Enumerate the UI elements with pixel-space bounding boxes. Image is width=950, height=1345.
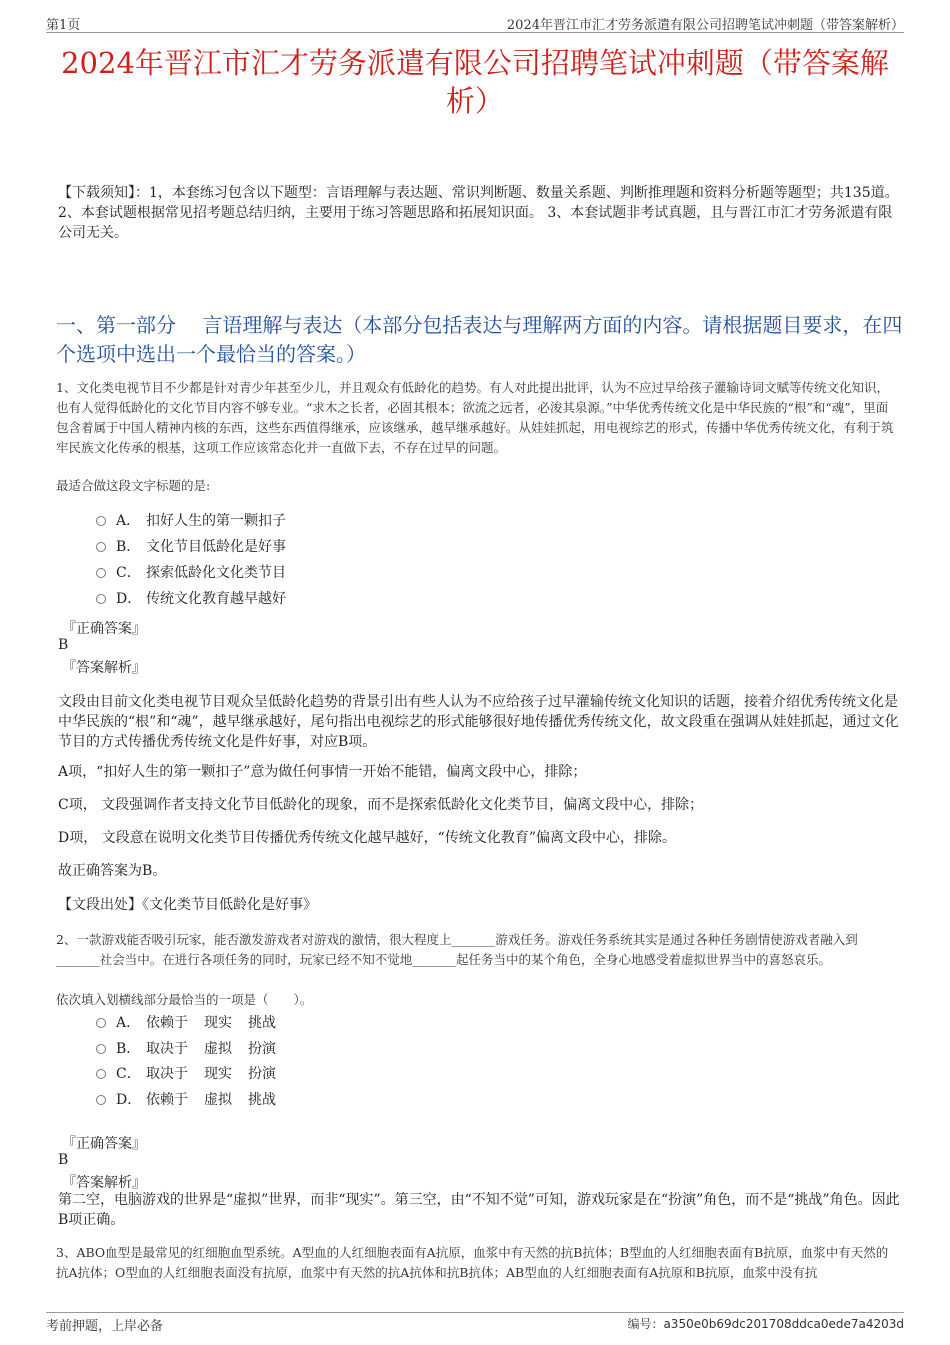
q2-option-c[interactable]: C． 取决于 现实 扮演 xyxy=(96,1064,276,1084)
page-footer xyxy=(46,1312,904,1333)
radio-icon[interactable] xyxy=(96,542,106,552)
question-2-prompt: 依次填入划横线部分最恰当的一项是（ ）。 xyxy=(56,992,313,1007)
q2-analysis: 第二空，电脑游戏的世界是“虚拟”世界，而非“现实”。第三空，由“不知不觉”可知，游戏玩家是在“扮演”角色，而不是“挑战”角色。因此B项正确。 xyxy=(58,1192,900,1228)
radio-icon[interactable] xyxy=(96,1018,106,1028)
q1-analysis-a: A项，“扣好人生的第一颗扣子”意为做任何事情一开始不能错，偏离文段中心，排除； xyxy=(58,764,587,780)
q1-option-d[interactable]: D． 传统文化教育越早越好 xyxy=(96,589,286,609)
section-heading: 一、第一部分 言语理解与表达（本部分包括表达与理解两方面的内容。请根据题目要求，在四个选项中选出一个最恰当的答案。） xyxy=(56,313,903,366)
q2-option-b[interactable]: B． 取决于 虚拟 扮演 xyxy=(96,1039,276,1059)
q2-answer-label: 『正确答案』 xyxy=(62,1136,146,1152)
q1-option-b[interactable]: B． 文化节目低龄化是好事 xyxy=(96,537,286,557)
footer-code: 编号：a350e0b69dc201708ddca0ede7a4203d xyxy=(627,1317,904,1331)
radio-icon[interactable] xyxy=(96,1069,106,1079)
question-2-stem: 2、一款游戏能否吸引玩家，能否激发游戏者对游戏的激情，很大程度上_______游戏任务。游戏任务系统其实是通过各种任务剧情使游戏者融入到_______社会当中。在进行各项任务的同时，玩家已经不知不觉地_______起任务当中的某个角色，全身心地感受着虚拟世界当中的喜怒哀乐。 xyxy=(56,932,858,967)
q1-option-a[interactable]: A． 扣好人生的第一颗扣子 xyxy=(96,511,286,531)
question-1-stem: 1、文化类电视节目不少都是针对青少年甚至少儿，并且观众有低龄化的趋势。有人对此提出批评，认为不应过早给孩子灌输诗词文赋等传统文化知识，也有人觉得低龄化的文化节目内容不够专业。“求木之长者，必固其根本；欲流之远者，必浚其泉源。”中华优秀传统文化是中华民族的“根”和“魂”，里面包含着属于中国人精神内核的东西，这些东西值得继承，应该继承，越早继承越好。从娃娃抓起，用电视综艺的形式，传播中华优秀传统文化，有利于筑牢民族文化传承的根基，这项工作应该常态化并一直做下去，不存在过早的问题。 xyxy=(56,380,894,455)
question-3-stem: 3、ABO血型是最常见的红细胞血型系统。A型血的人红细胞表面有A抗原，血浆中有天然的抗B抗体；B型血的人红细胞表面有B抗原，血浆中有天然的抗A抗体；O型血的人红细胞表面没有抗原，血浆中有天然的抗A抗体和抗B抗体；AB型血的人红细胞表面有A抗原和B抗原，血浆中没有抗 xyxy=(56,1245,889,1280)
q1-analysis-main: 文段由目前文化类电视节目观众呈低龄化趋势的背景引出有些人认为不应给孩子过早灌输传统文化知识的话题，接着介绍优秀传统文化是中华民族的“根”和“魂”，越早继承越好，尾句指出电视综艺的形式能够很好地传播优秀传统文化，故文段重在强调从娃娃抓起，通过文化节目的方式传播优秀传统文化是件好事，对应B项。 xyxy=(58,694,899,750)
document-title: 2024年晋江市汇才劳务派遣有限公司招聘笔试冲刺题（带答案解析） xyxy=(61,46,889,118)
q1-answer-label: 『正确答案』 xyxy=(62,621,146,637)
download-notice: 【下载须知】：1，本套练习包含以下题型：言语理解与表达题、常识判断题、数量关系题、判断推理题和资料分析题等题型；共135道。 2、本套试题根据常见招考题总结归纳，主要用于练习答题思路和拓展知识面。 3、本套试题非考试真题，且与晋江市汇才劳务派遣有限公司无关。 xyxy=(58,185,899,241)
q1-source: 【文段出处】《文化类节目低龄化是好事》 xyxy=(58,897,317,913)
radio-icon[interactable] xyxy=(96,1044,106,1054)
page-number: 第1页 xyxy=(46,18,81,33)
q2-analysis-label: 『答案解析』 xyxy=(62,1175,146,1191)
q1-conclusion: 故正确答案为B。 xyxy=(58,863,167,879)
page-header xyxy=(46,14,904,33)
q1-analysis-d: D项， 文段意在说明文化类节目传播优秀传统文化越早越好，“传统文化教育”偏离文段中心，排除。 xyxy=(58,830,676,846)
q1-analysis-c: C项， 文段强调作者支持文化节目低龄化的现象，而不是探索低龄化文化类节目，偏离文段中心，排除； xyxy=(58,797,704,813)
footer-slogan: 考前押题，上岸必备 xyxy=(46,1319,164,1334)
radio-icon[interactable] xyxy=(96,1095,106,1105)
q1-analysis-label: 『答案解析』 xyxy=(62,660,146,676)
header-doc-title: 2024年晋江市汇才劳务派遣有限公司招聘笔试冲刺题（带答案解析） xyxy=(506,18,904,33)
radio-icon[interactable] xyxy=(96,516,106,526)
radio-icon[interactable] xyxy=(96,594,106,604)
q1-answer: B xyxy=(58,637,69,653)
q2-option-a[interactable]: A． 依赖于 现实 挑战 xyxy=(96,1013,276,1033)
q1-option-c[interactable]: C． 探索低龄化文化类节目 xyxy=(96,563,286,583)
radio-icon[interactable] xyxy=(96,568,106,578)
q2-option-d[interactable]: D． 依赖于 虚拟 挑战 xyxy=(96,1090,276,1110)
question-1-prompt: 最适合做这段文字标题的是: xyxy=(56,478,211,493)
q2-answer: B xyxy=(58,1152,69,1168)
